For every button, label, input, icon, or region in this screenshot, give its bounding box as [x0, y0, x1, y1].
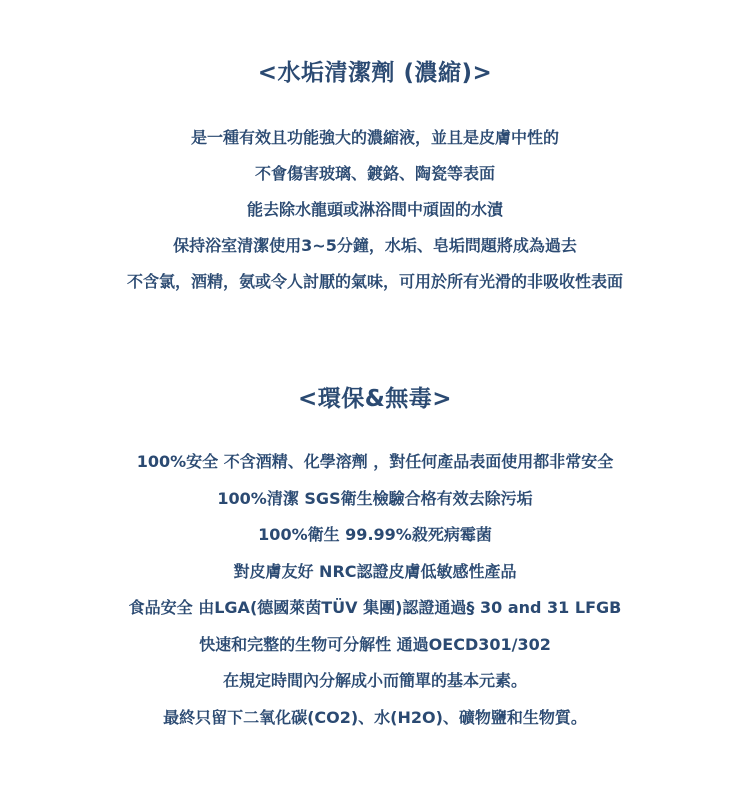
- product-description-list: [0, 128, 750, 292]
- eco-feature-list: [0, 452, 750, 728]
- description-line: 不含氯，酒精，氨或令人討厭的氣味，可用於所有光滑的非吸收性表面: [126, 272, 623, 291]
- product-heading: <水垢清潔劑 (濃縮)>: [257, 60, 493, 86]
- product-description-section: [0, 58, 750, 308]
- feature-line: 100%安全 不含酒精、化學溶劑 ，對任何產品表面使用都非常安全: [136, 452, 614, 471]
- feature-line: 最終只留下二氧化碳(CO2)、水(H2O)、礦物鹽和生物質。: [163, 707, 587, 727]
- eco-heading: <環保&無毒>: [297, 386, 453, 412]
- description-line: 是一種有效且功能強大的濃縮液，並且是皮膚中性的: [190, 128, 559, 147]
- feature-line: 100%清潔 SGS衛生檢驗合格有效去除污垢: [217, 488, 533, 508]
- description-line: 不會傷害玻璃、鍍鉻、陶瓷等表面: [254, 164, 495, 183]
- description-line: 能去除水龍頭或淋浴間中頑固的水漬: [246, 200, 503, 219]
- feature-line: 在規定時間內分解成小而簡單的基本元素。: [222, 671, 527, 690]
- feature-line: 100%衛生 99.99%殺死病霉菌: [258, 525, 492, 544]
- feature-line: 對皮膚友好 NRC認證皮膚低敏感性產品: [233, 561, 517, 581]
- feature-line: 快速和完整的生物可分解性 通過OECD301/302: [199, 634, 551, 654]
- eco-safety-section: [0, 384, 750, 744]
- feature-line: 食品安全 由LGA(德國萊茵TÜV 集團)認證通過§ 30 and 31 LFGB: [128, 598, 622, 617]
- description-line: 保持浴室清潔使用3~5分鐘，水垢、皂垢問題將成為過去: [173, 236, 577, 255]
